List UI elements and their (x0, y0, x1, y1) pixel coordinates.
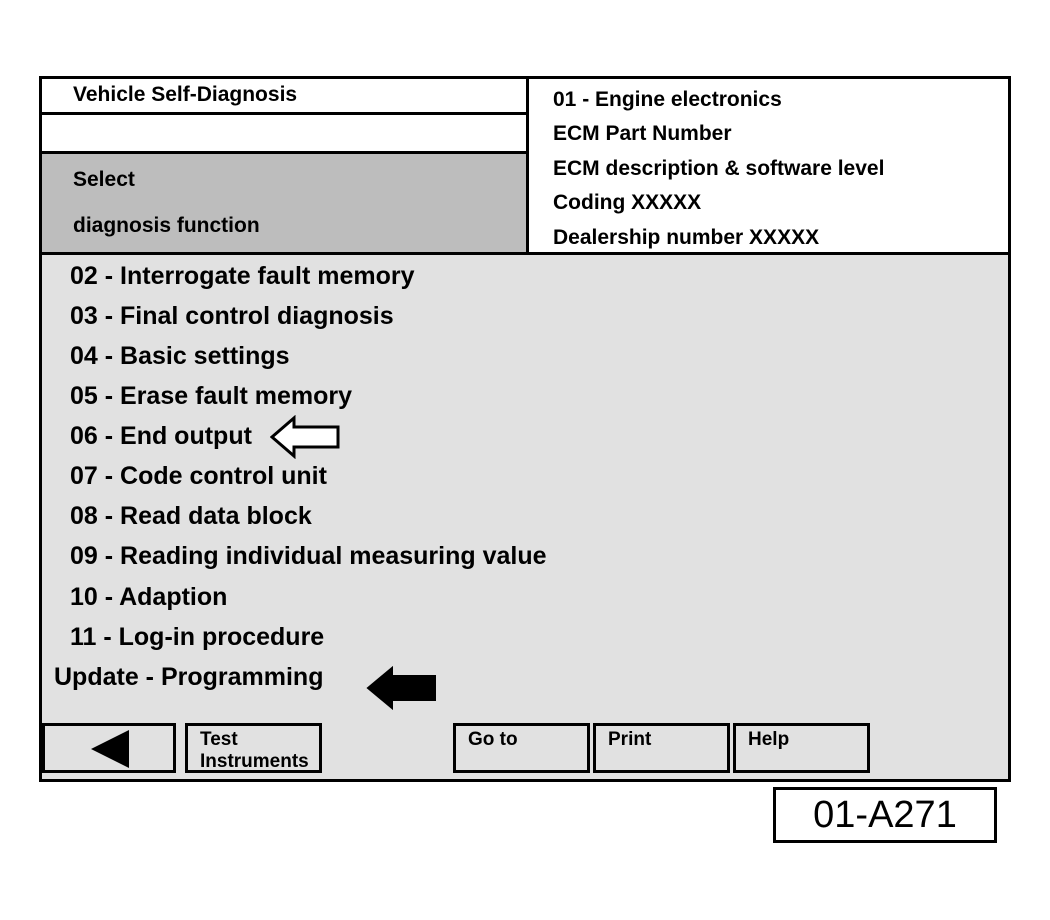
menu-item-09[interactable]: 09 - Reading individual measuring value (70, 542, 547, 570)
left-triangle-icon (89, 729, 133, 769)
menu-item-10[interactable]: 10 - Adaption (70, 583, 228, 611)
instruction-box (42, 154, 529, 255)
menu-item-06[interactable]: 06 - End output (70, 422, 252, 450)
info-line-part-number: ECM Part Number (553, 122, 732, 145)
print-label: Print (608, 729, 652, 750)
info-line-description: ECM description & software level (553, 157, 885, 180)
status-field (42, 115, 529, 154)
header-left-column (42, 79, 529, 255)
title-box (42, 79, 529, 115)
figure-tag: 01-A271 (813, 794, 957, 836)
menu-item-04[interactable]: 04 - Basic settings (70, 342, 290, 370)
control-unit-info (529, 79, 1008, 255)
menu-item-07[interactable]: 07 - Code control unit (70, 462, 327, 490)
info-line-coding: Coding XXXXX (553, 191, 702, 214)
help-label: Help (748, 729, 790, 750)
test-label-line-2: Instruments (200, 751, 309, 772)
test-instruments-label (200, 729, 309, 773)
help-button[interactable] (733, 723, 870, 773)
menu-item-update-programming[interactable]: Update - Programming (54, 663, 324, 691)
menu-item-08[interactable]: 08 - Read data block (70, 502, 312, 530)
hollow-left-arrow-icon (270, 415, 342, 459)
menu-item-05[interactable]: 05 - Erase fault memory (70, 382, 353, 410)
go-to-label: Go to (468, 729, 518, 750)
print-button[interactable] (593, 723, 730, 773)
menu-item-11[interactable]: 11 - Log-in procedure (70, 623, 325, 651)
back-button[interactable] (42, 723, 176, 773)
instruction-line-2: diagnosis function (73, 214, 260, 237)
go-to-button[interactable] (453, 723, 590, 773)
menu-item-02[interactable]: 02 - Interrogate fault memory (70, 262, 415, 290)
test-instruments-button[interactable] (185, 723, 322, 773)
bottom-toolbar (42, 719, 1008, 779)
figure-tag-box (773, 787, 997, 843)
instruction-line-1: Select (73, 168, 135, 191)
page-title: Vehicle Self-Diagnosis (73, 83, 298, 106)
info-line-dealership: Dealership number XXXXX (553, 226, 820, 249)
solid-left-arrow-icon (366, 666, 438, 710)
info-line-control-unit: 01 - Engine electronics (553, 88, 782, 111)
test-label-line-1: Test (200, 729, 238, 750)
menu-item-03[interactable]: 03 - Final control diagnosis (70, 302, 394, 330)
diagnosis-screen (39, 76, 1011, 782)
